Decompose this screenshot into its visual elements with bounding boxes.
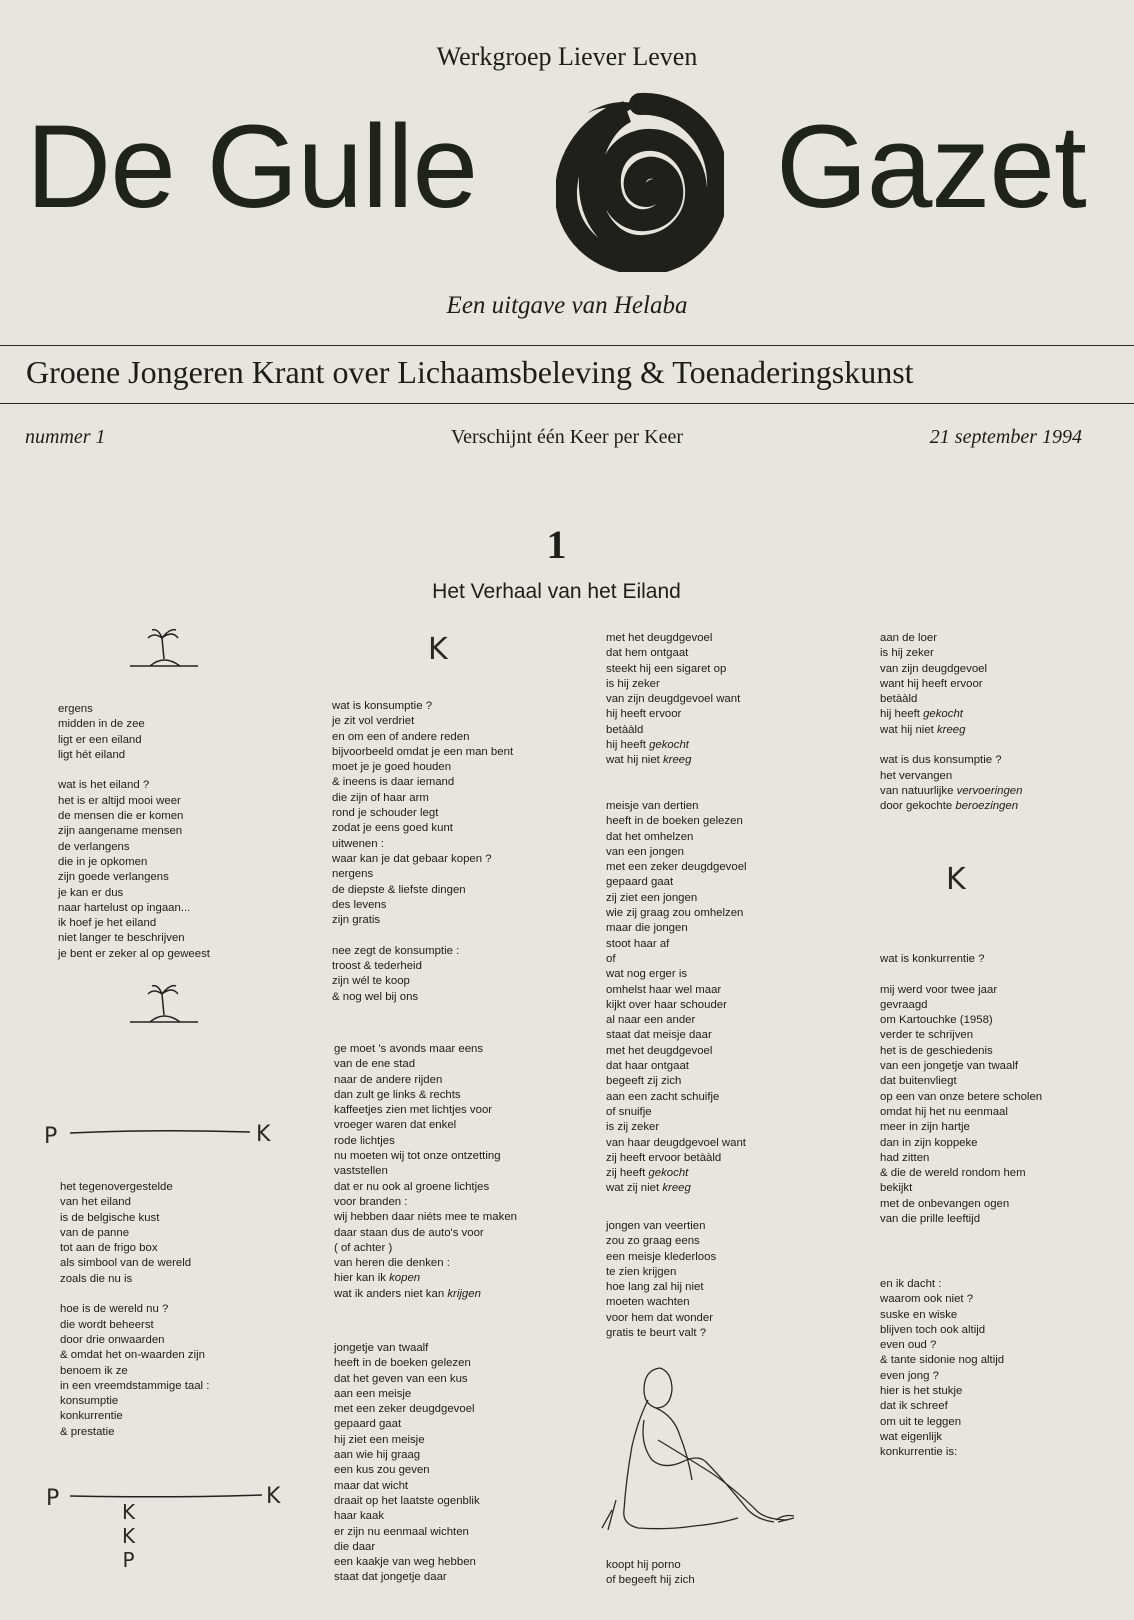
poem-column-2: wat is konsumptie ? je zit vol verdriet en om een of andere reden bijvoorbeeld omdat je een man bent moet je je goed houden & ineens is daar iemand die zijn of haar arm rond je schouder legt zodat je eens goed kunt uitwenen : waar kan je dat gebaar kopen ? nergens de diepste & liefste dingen des levens zijn gratis nee zegt de konsumptie : troost & tederheid zijn wél te koop & nog wel bij ons <box>332 700 514 1003</box>
issue-number: nummer 1 <box>25 426 106 448</box>
poem-column-4: aan de loer is hij zeker van zijn deugdgevoel want hij heeft ervoor betààld hij heeft gekocht wat hij niet kreeg wat is dus konsumptie ? het vervangen van natuurlijke vervoeringen door gekochte beroezingen <box>880 632 1023 813</box>
handwritten-p: P <box>44 1124 58 1149</box>
poem-column-1: ergens midden in de zee ligt er een eiland ligt hét eiland wat is het eiland ? het is er altijd mooi weer de mensen die er komen zijn aangename mensen de verlangens die in je opkomen zijn goede verlangens je kan er dus naar hartelust op ingaan... ik hoef je het eiland niet langer te beschrijven je bent er zeker al op geweest <box>58 703 210 960</box>
poem-column-2-part-3: jongetje van twaalf heeft in de boeken gelezen dat het geven van een kus aan een meisje met een zeker deugdgevoel gepaard gaat hij ziet een meisje aan wie hij graag een kus zou geven maar dat wicht draait op het laatste ogenblik haar kaak er zijn nu eenmaal wichten die daar een kaakje van weg hebben staat dat jongetje daar <box>334 1342 480 1584</box>
article-title: Het Verhaal van het Eiland <box>432 580 681 603</box>
poem-column-4-part-2: wat is konkurrentie ? mij werd voor twee jaar gevraagd om Kartouchke (1958) verder te schrijven het is de geschiedenis van een jongetje van twaalf dat buitenvliegt op een van onze betere scholen omdat hij het nu eenmaal meer in zijn hartje dan in zijn koppeke had zitten & die de wereld rondom hem bekijkt met de onbevangen ogen van die prille leeftijd <box>880 953 1043 1226</box>
frequency: Verschijnt één Keer per Keer <box>450 426 684 448</box>
masthead-title-right: Gazet <box>776 101 1086 233</box>
subtitle: Een uitgave van Helaba <box>446 292 688 319</box>
poem-column-2-part-2: ge moet 's avonds maar eens van de ene stad naar de andere rijden dan zult ge links & rechts kaffeetjes zien met lichtjes voor vroeger waren dat enkel rode lichtjes nu moeten wij tot onze ontzetting vaststellen dat er nu ook al groene lichtjes voor branden : wij hebben daar niéts mee te maken daar staan dus de auto's voor ( of achter ) van heren die denken : hier kan ik kopen wat ik anders niet kan krijgen <box>334 1043 517 1300</box>
poem-column-1-part-2: het tegenovergestelde van het eiland is de belgische kust van de panne tot aan de frigo box als simbool van de wereld zoals die nu is hoe is de wereld nu ? die wordt beheerst door drie onwaarden & omdat het on-waarden zijn benoem ik ze in een vreemdstammige taal : konsumptie konkurrentie & prestatie <box>60 1181 210 1438</box>
handwritten-k: K <box>256 1122 271 1147</box>
island-icon <box>128 982 200 1026</box>
sitting-figure-illustration <box>598 1360 818 1536</box>
poem-column-4-part-3: en ik dacht : waarom ook niet ? suske en wiske blijven toch ook altijd even oud ? & tante sidonie nog altijd even jong ? hier is het stukje dat ik schreef om uit te leggen wat eigenlijk konkurrentie is: <box>880 1278 1005 1459</box>
island-icon <box>128 626 200 670</box>
organization-name: Werkgroep Liever Leven <box>436 42 698 71</box>
handwritten-k: K <box>946 862 966 897</box>
divider-bottom <box>0 403 1134 404</box>
poem-column-3-part-4: koopt hij porno of begeeft hij zich <box>606 1559 695 1587</box>
chapter-number: 1 <box>546 522 567 567</box>
scale-line <box>68 1128 252 1136</box>
divider-top <box>0 345 1134 346</box>
issue-date: 21 september 1994 <box>929 426 1082 448</box>
scale-line <box>68 1492 264 1500</box>
handwritten-k: K <box>428 632 448 667</box>
poem-column-3: met het deugdgevoel dat hem ontgaat steekt hij een sigaret op is hij zeker van zijn deugdgevoel want hij heeft ervoor betààld hij heeft gekocht wat hij niet kreeg <box>606 632 741 767</box>
kkp-stack: K K P <box>122 1500 136 1572</box>
tagline: Groene Jongeren Krant over Lichaamsbeleving & Toenaderingskunst <box>26 354 914 390</box>
poem-column-3-part-3: jongen van veertien zou zo graag eens een meisje klederloos te zien krijgen hoe lang zal hij niet moeten wachten voor hem dat wonder gratis te beurt valt ? <box>606 1220 717 1340</box>
handwritten-p: P <box>46 1486 60 1511</box>
spiral-shell-icon <box>556 92 724 272</box>
handwritten-k: K <box>266 1484 281 1509</box>
masthead-title-left: De Gulle <box>26 101 478 233</box>
poem-column-3-part-2: meisje van dertien heeft in de boeken gelezen dat het omhelzen van een jongen met een zeker deugdgevoel gepaard gaat zij ziet een jongen wie zij graag zou omhelzen maar die jongen stoot haar af of wat nog erger is omhelst haar wel maar kijkt over haar schouder al naar een ander staat dat meisje daar met het deugdgevoel dat haar ontgaat begeeft zij zich aan een zacht schuifje of snuifje is zij zeker van haar deugdgevoel want zij heeft ervoor betààld zij heeft gekocht wat zij niet kreeg <box>606 800 747 1195</box>
